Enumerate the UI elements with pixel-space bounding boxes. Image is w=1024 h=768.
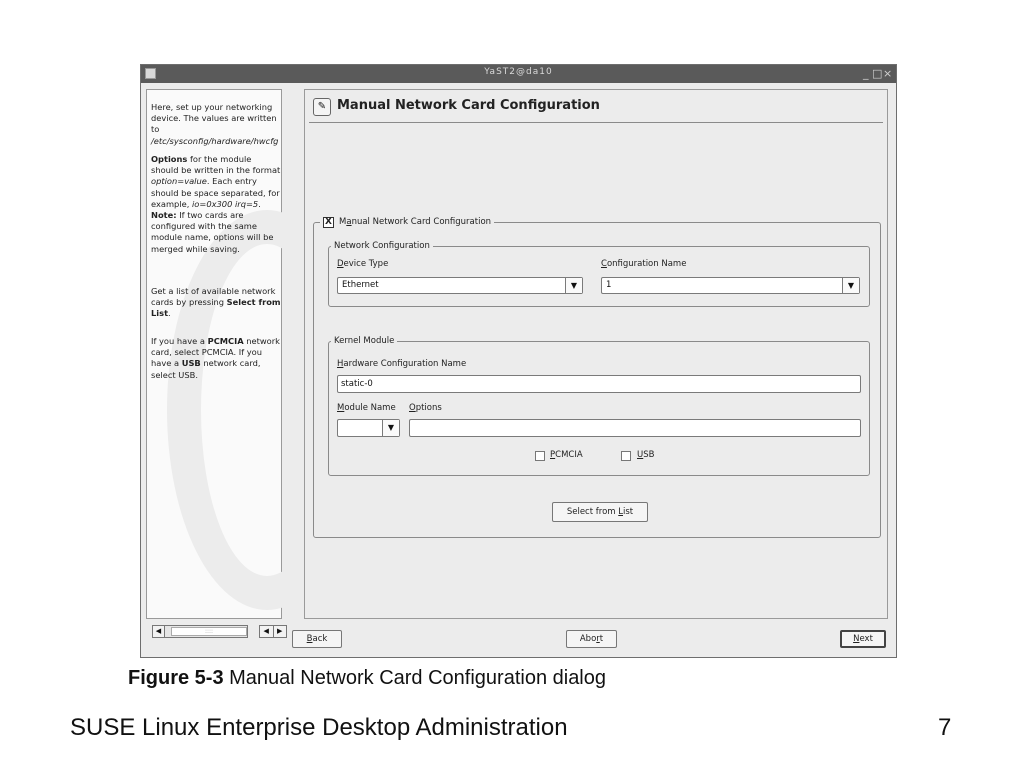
scroll-left-button-icon[interactable]: ◀ [263, 627, 269, 635]
minimize-button[interactable]: _ [863, 67, 869, 80]
hardware-config-name-label: Hardware Configuration Name [337, 359, 467, 369]
slide-footer-title: SUSE Linux Enterprise Desktop Administration [70, 714, 568, 741]
yast-window [140, 64, 897, 658]
close-button[interactable]: × [883, 67, 893, 80]
usb-checkbox-label: USB [637, 450, 655, 460]
slide-page-number: 7 [938, 714, 952, 741]
kernel-module-group [328, 336, 870, 476]
main-content [304, 89, 888, 619]
help-panel [146, 89, 283, 635]
figure-caption: Figure 5-3 Manual Network Card Configuration dialog [128, 667, 606, 689]
hardware-config-name-input[interactable]: static-0 [337, 375, 861, 393]
scroll-right-button-icon[interactable]: ▶ [273, 626, 287, 637]
back-button[interactable]: Back [292, 630, 342, 648]
window-title: YaST2@da10 [484, 67, 553, 77]
page-title: Manual Network Card Configuration [337, 98, 600, 113]
device-type-select[interactable]: Ethernet ▼ [337, 277, 583, 294]
help-paragraph-4: If you have a PCMCIA network card, select PCMCIA. If you have a USB network card, select USB. [151, 336, 280, 380]
options-label: Options [409, 403, 442, 413]
help-horizontal-scrollbar[interactable] [152, 625, 248, 638]
help-scroll-buttons [259, 625, 287, 638]
manual-config-checkbox-label: Manual Network Card Configuration [339, 217, 492, 227]
next-button[interactable]: Next [840, 630, 886, 648]
network-configuration-group [328, 241, 870, 307]
title-bar[interactable] [141, 65, 896, 83]
help-paragraph-1: Here, set up your networking device. The values are written to /etc/sysconfig/hardware/hwcfg [151, 102, 279, 146]
manual-config-legend [320, 216, 494, 229]
device-type-label: Device Type [337, 259, 389, 269]
maximize-button[interactable]: □ [872, 67, 883, 80]
abort-button[interactable]: Abort [566, 630, 617, 648]
configuration-name-label: Configuration Name [601, 259, 687, 269]
pcmcia-checkbox-label: PCMCIA [550, 450, 583, 460]
chevron-down-icon[interactable]: ▼ [382, 420, 399, 436]
chevron-down-icon[interactable]: ▼ [565, 278, 582, 293]
module-name-select[interactable] [337, 419, 400, 437]
network-configuration-legend: Network Configuration [331, 240, 433, 253]
chevron-down-icon[interactable]: ▼ [842, 278, 859, 293]
usb-checkbox[interactable] [621, 451, 631, 461]
help-paragraph-2: Options for the module should be written in the format option=value. Each entry should be space separated, for example, io=0x300 irq=5. Note: If two cards are configured with the same module name, options will be merged while saving. [151, 154, 281, 254]
network-card-icon: ✎ [313, 98, 331, 116]
kernel-module-legend: Kernel Module [331, 335, 397, 348]
manual-config-frame [313, 217, 881, 538]
pcmcia-checkbox[interactable] [535, 451, 545, 461]
select-from-list-button[interactable]: Select from List [552, 502, 648, 522]
configuration-name-select[interactable]: 1 ▼ [601, 277, 860, 294]
scroll-left-icon[interactable]: ◀ [153, 626, 165, 637]
module-name-label: Module Name [337, 403, 396, 413]
scrollbar-thumb[interactable]: :::: [171, 627, 247, 636]
options-input[interactable] [409, 419, 861, 437]
help-paragraph-3: Get a list of available network cards by pressing Select from List. [151, 286, 281, 319]
title-divider [309, 122, 883, 123]
manual-config-checkbox[interactable]: X [323, 217, 334, 228]
